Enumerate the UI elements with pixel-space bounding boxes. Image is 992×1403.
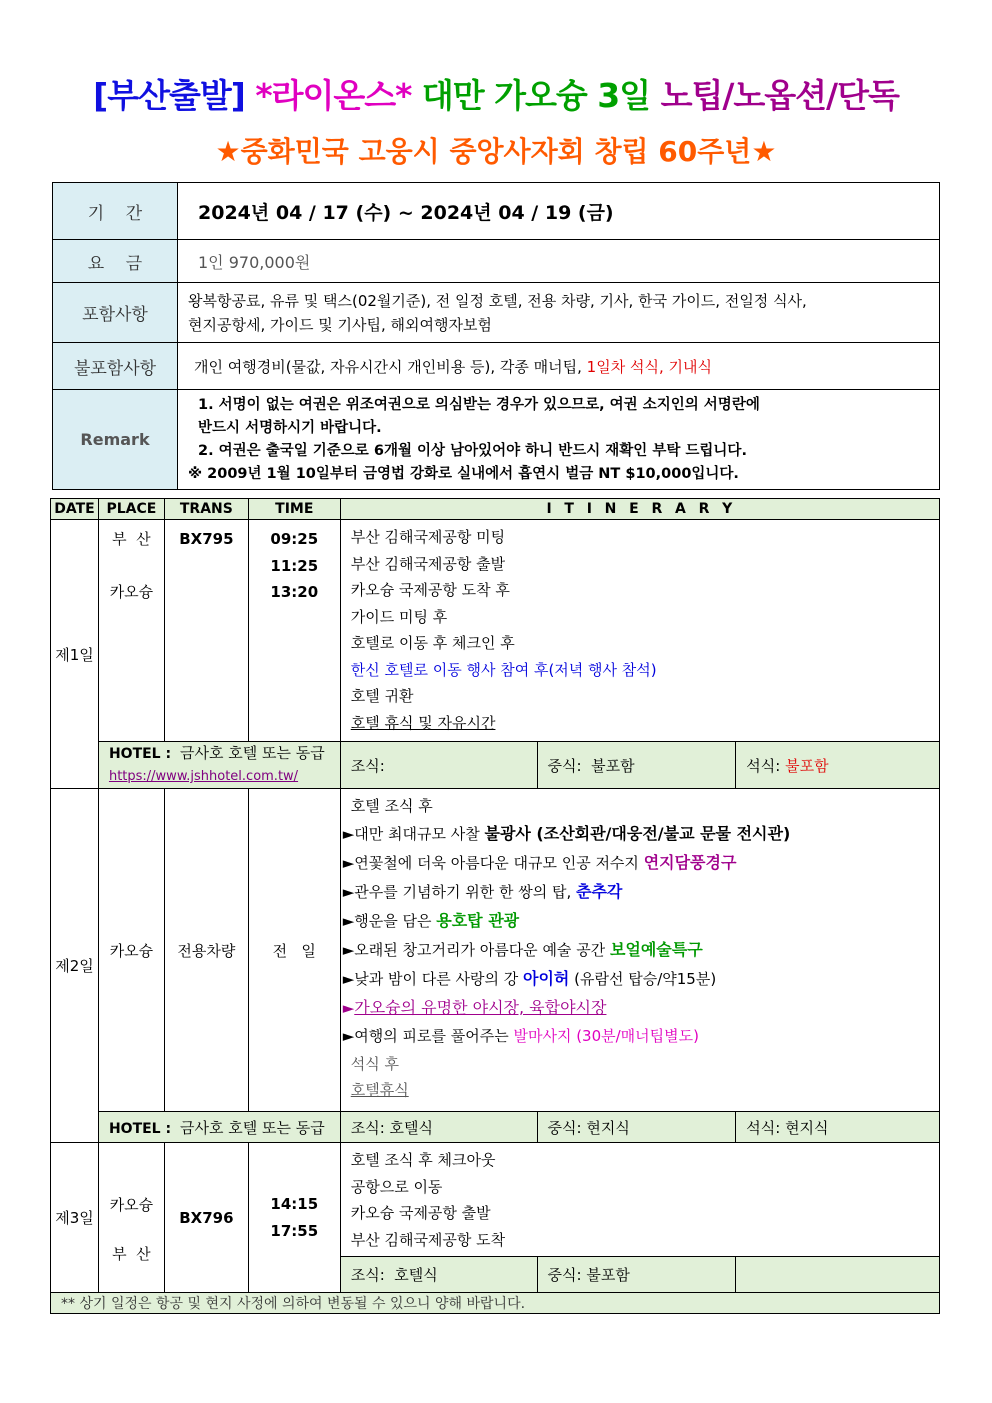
list-item: ►여행의 피로를 풀어주는 발마사지 (30분/매너팁별도) [342, 1027, 699, 1045]
page-subtitle: ★중화민국 고웅시 중앙사자회 창립 60주년★ [215, 135, 777, 168]
included-line2: 현지공항세, 가이드 및 기사팁, 해외여행자보험 [188, 315, 492, 334]
list-item: ►행운을 담은 용호탑 관광 [342, 911, 520, 930]
remark-line4: ※ 2009년 1월 10일부터 금영법 강화로 실내에서 흡연시 벌금 NT $10,000입니다. [188, 465, 739, 482]
day1-times [248, 520, 340, 742]
remark-line1: 1. 서명이 없는 여권은 위조여권으로 의심받는 경우가 있으므로, 여권 소지인의 서명란에 [198, 396, 760, 413]
day3-date: 제3일 [51, 1143, 99, 1293]
day3-breakfast: 조식: 호텔식 [340, 1257, 537, 1293]
list-item: ►연꽃철에 더욱 아름다운 대규모 인공 저수지 연지담풍경구 [342, 853, 737, 872]
day1-lunch [537, 742, 736, 789]
day3-dinner [736, 1257, 940, 1293]
list-item: 호텔휴식 [350, 1081, 409, 1099]
excluded-value [178, 343, 940, 390]
excluded-text: 개인 여행경비(물값, 자유시간시 개인비용 등), 각종 매너팁, [194, 357, 587, 376]
day1-itinerary [340, 520, 939, 742]
title-club: *라이온스* [255, 76, 412, 115]
day3-time1: 14:15 [270, 1194, 319, 1213]
day1-dinner-value: 불포함 [785, 756, 829, 775]
day2-dinner: 석식: 현지식 [736, 1112, 940, 1143]
period-value: 2024년 04 / 17 (수) ~ 2024년 04 / 19 (금) [178, 183, 940, 240]
list-item: 부산 김해국제공항 미팅 [350, 528, 506, 546]
list-item: 호텔 조식 후 [350, 797, 433, 815]
list-item: ►오래된 창고거리가 아름다운 예술 공간 보얼예술특구 [342, 940, 703, 959]
day3-lunch: 중식: 불포함 [537, 1257, 736, 1293]
excluded-red-text: 1일차 석식, 기내식 [586, 357, 712, 376]
day3-trans: BX796 [164, 1143, 248, 1293]
included-value [178, 283, 940, 343]
tour-info-table [52, 182, 940, 490]
list-item: 부산 김해국제공항 도착 [350, 1230, 506, 1249]
list-item: 카오슝 국제공항 출발 [350, 1204, 491, 1222]
list-item: 부산 김해국제공항 출발 [350, 554, 506, 573]
day1-place1: 부 산 [112, 530, 151, 548]
day1-flight: BX795 [179, 530, 234, 548]
day2-time: 전 일 [248, 789, 340, 1112]
list-item: 석식 후 [350, 1055, 399, 1073]
list-item: 호텔 조식 후 체크아웃 [350, 1151, 496, 1169]
day1-hotel [98, 742, 340, 789]
list-item: ►가오슝의 유명한 야시장, 육합야시장 [342, 998, 607, 1017]
day3-place [98, 1143, 164, 1293]
day1-breakfast: 조식: [340, 742, 537, 789]
day2-breakfast: 조식: 호텔식 [340, 1112, 537, 1143]
included-label: 포함사항 [53, 283, 178, 343]
price-label: 요 금 [53, 240, 178, 283]
day1-hotel-name: 금사호 호텔 또는 동급 [179, 744, 325, 762]
list-item: 카오슝 국제공항 도착 후 [350, 581, 510, 599]
day1-time3: 13:20 [270, 583, 319, 601]
day2-hotel [98, 1112, 340, 1143]
remark-line2: 반드시 서명하시기 바랍니다. [198, 419, 382, 436]
list-item: 가이드 미팅 후 [350, 607, 448, 626]
day1-lunch-label: 중식: [547, 756, 582, 775]
day1-lunch-value: 불포함 [591, 756, 635, 775]
footer-note: ** 상기 일정은 항공 및 현지 사정에 의하여 변동될 수 있으니 양해 바랍니다. [51, 1293, 940, 1314]
remark-line3: 2. 여권은 출국일 기준으로 6개월 이상 남아있어야 하니 반드시 재확인 부탁 드립니다. [198, 442, 747, 459]
itinerary-table [50, 498, 940, 1314]
day2-hotel-label: HOTEL : [108, 1120, 172, 1137]
excluded-label: 불포함사항 [53, 343, 178, 390]
day3-time2: 17:55 [270, 1221, 319, 1240]
list-item: ►관우를 기념하기 위한 한 쌍의 탑, 춘추각 [342, 882, 623, 901]
title-destination: 대만 가오슝 3일 [421, 76, 651, 115]
header-itinerary: I T I N E R A R Y [340, 499, 939, 520]
day2-hotel-name: 금사호 호텔 또는 동급 [179, 1118, 325, 1137]
title-departure: [부산출발] [93, 76, 245, 115]
list-item: 호텔로 이동 후 체크인 후 [350, 634, 515, 652]
price-value: 1인 970,000원 [178, 240, 940, 283]
day2-trans: 전용차량 [164, 789, 248, 1112]
list-item: 호텔 귀환 [350, 687, 414, 705]
remark-value [178, 390, 940, 490]
period-label: 기 간 [53, 183, 178, 240]
header-place: PLACE [98, 499, 164, 520]
list-item: 한신 호텔로 이동 행사 참여 후(저녁 행사 참석) [350, 660, 657, 679]
day2-itinerary [340, 789, 939, 1112]
day2-lunch: 중식: 현지식 [537, 1112, 736, 1143]
header-time: TIME [248, 499, 340, 520]
included-line1: 왕복항공료, 유류 및 택스(02월기준), 전 일정 호텔, 전용 차량, 기사, 한국 가이드, 전일정 식사, [188, 291, 807, 310]
list-item: 공항으로 이동 [350, 1177, 443, 1196]
page-title [0, 70, 992, 117]
hotel-website-link[interactable]: https://www.jshhotel.com.tw/ [108, 769, 299, 784]
header-trans: TRANS [164, 499, 248, 520]
day1-time2: 11:25 [270, 556, 319, 575]
day2-date: 제2일 [51, 789, 99, 1143]
day1-date: 제1일 [51, 520, 99, 789]
day3-itinerary [340, 1143, 939, 1257]
day3-times [248, 1143, 340, 1293]
list-item: ►낮과 밤이 다른 사랑의 강 아이허 (유람선 탑승/약15분) [342, 969, 717, 988]
remark-label: Remark [53, 390, 178, 490]
day3-place1: 카오슝 [109, 1195, 154, 1214]
list-item: 호텔 휴식 및 자유시간 [350, 713, 496, 732]
day1-trans [164, 520, 248, 742]
day1-time1: 09:25 [270, 530, 319, 548]
day1-hotel-label: HOTEL : [108, 746, 172, 762]
day3-place2: 부 산 [112, 1244, 151, 1263]
day1-dinner [736, 742, 940, 789]
day1-place2: 카오슝 [109, 583, 154, 601]
day2-place: 카오슝 [98, 789, 164, 1112]
header-date: DATE [51, 499, 99, 520]
day1-place [98, 520, 164, 742]
title-options: 노팁/노옵션/단독 [660, 76, 899, 115]
list-item: ►대만 최대규모 사찰 불광사 (조산회관/대웅전/불교 문물 전시관) [342, 824, 791, 843]
day1-dinner-label: 석식: [746, 756, 781, 775]
